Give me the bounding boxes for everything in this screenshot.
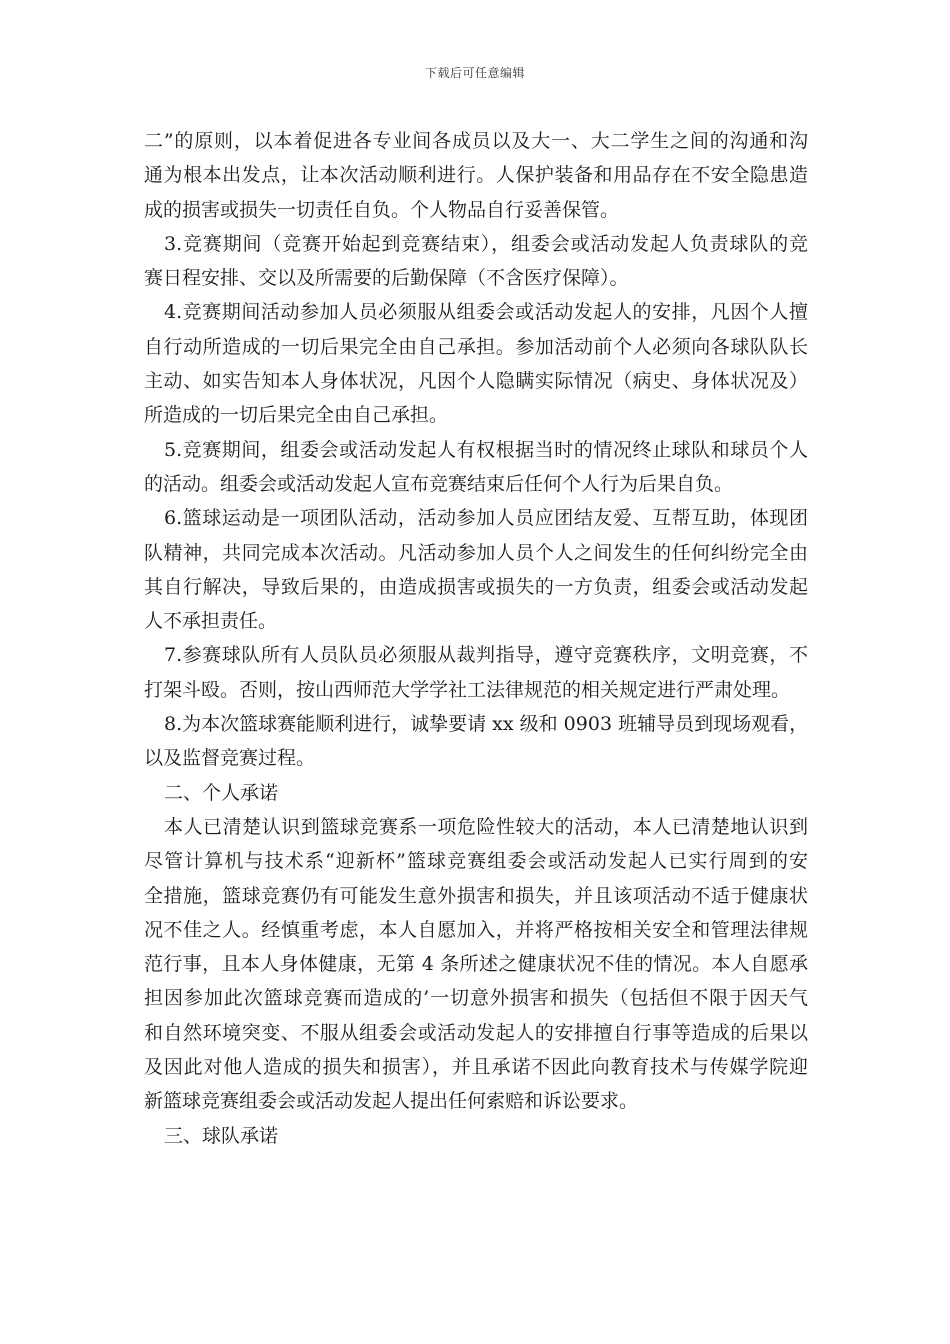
text-line: 打架斗殴。否则，按山西师范大学学社工法律规范的相关规定进行严肃处理。 — [144, 678, 791, 701]
text-line: 以及监督竞赛过程。 — [144, 747, 316, 770]
document-body — [144, 124, 808, 1153]
text-line: 主动、如实告知本人身体状况，凡因个人隐瞒实际情况（病史、身体状况及） — [144, 370, 808, 393]
text-line: 7.参赛球队所有人员队员必须服从裁判指导，遵守竞赛秩序，文明竞赛，不 — [164, 644, 808, 667]
text-line: 自行动所造成的一切后果完全由自己承担。参加活动前个人必须向各球队队长 — [144, 335, 808, 358]
text-line: 范行事，且本人身体健康，无第 4 条所述之健康状况不佳的情况。本人自愿承 — [144, 953, 808, 976]
text-line: 人不承担责任。 — [144, 610, 278, 633]
text-line: 4.竞赛期间活动参加人员必须服从组委会或活动发起人的安排，凡因个人擅 — [164, 301, 808, 324]
text-line: 5.竞赛期间，组委会或活动发起人有权根据当时的情况终止球队和球员个人 — [164, 438, 808, 461]
text-line: 成的损害或损失一切责任自负。个人物品自行妥善保管。 — [144, 198, 620, 221]
page-header: 下载后可任意编辑 — [424, 66, 525, 80]
text-line: 新篮球竞赛组委会或活动发起人提出任何索赔和诉讼要求。 — [144, 1090, 639, 1113]
text-line: 尽管计算机与技术系“迎新杯”篮球竞赛组委会或活动发起人已实行周到的安 — [144, 850, 808, 873]
text-line: 3.竞赛期间（竞赛开始起到竞赛结束），组委会或活动发起人负责球队的竞 — [164, 232, 808, 255]
text-line: 况不佳之人。经慎重考虑，本人自愿加入，并将严格按相关安全和管理法律规 — [144, 918, 808, 941]
text-line: 其自行解决，导致后果的，由造成损害或损失的一方负责，组委会或活动发起 — [144, 575, 808, 598]
text-line: 赛日程安排、交以及所需要的后勤保障（不含医疗保障）。 — [144, 267, 629, 290]
text-line: 通为根本出发点，让本次活动顺利进行。人保护装备和用品存在不安全隐患造 — [144, 164, 808, 187]
text-line: 及因此对他人造成的损失和损害），并且承诺不因此向教育技术与传媒学院迎 — [144, 1056, 808, 1079]
text-line: 二”的原则，以本着促进各专业间各成员以及大一、大二学生之间的沟通和沟 — [144, 130, 808, 152]
text-line: 本人已清楚认识到篮球竞赛系一项危险性较大的活动，本人已清楚地认识到 — [164, 815, 808, 838]
text-line: 所造成的一切后果完全由自己承担。 — [144, 404, 449, 427]
text-line: 6.篮球运动是一项团队活动，活动参加人员应团结友爱、互帮互助，体现团 — [164, 507, 808, 530]
text-line: 三、球队承诺 — [164, 1124, 279, 1147]
text-line: 担因参加此次篮球竞赛而造成的’一切意外损害和损失（包括但不限于因天气 — [144, 987, 808, 1010]
text-line: 队精神，共同完成本次活动。凡活动参加人员个人之间发生的任何纠纷完全由 — [144, 541, 808, 564]
text-line: 二、个人承诺 — [164, 781, 279, 804]
text-line: 全措施，篮球竞赛仍有可能发生意外损害和损失，并且该项活动不适于健康状 — [144, 884, 808, 907]
text-line: 和自然环境突变、不服从组委会或活动发起人的安排擅自行事等造成的后果以 — [144, 1021, 808, 1044]
text-line: 的活动。组委会或活动发起人宣布竞赛结束后任何个人行为后果自负。 — [144, 472, 734, 495]
text-line: 8.为本次篮球赛能顺利进行，诚挚要请 xx 级和 0903 班辅导员到现场观看， — [164, 713, 809, 736]
